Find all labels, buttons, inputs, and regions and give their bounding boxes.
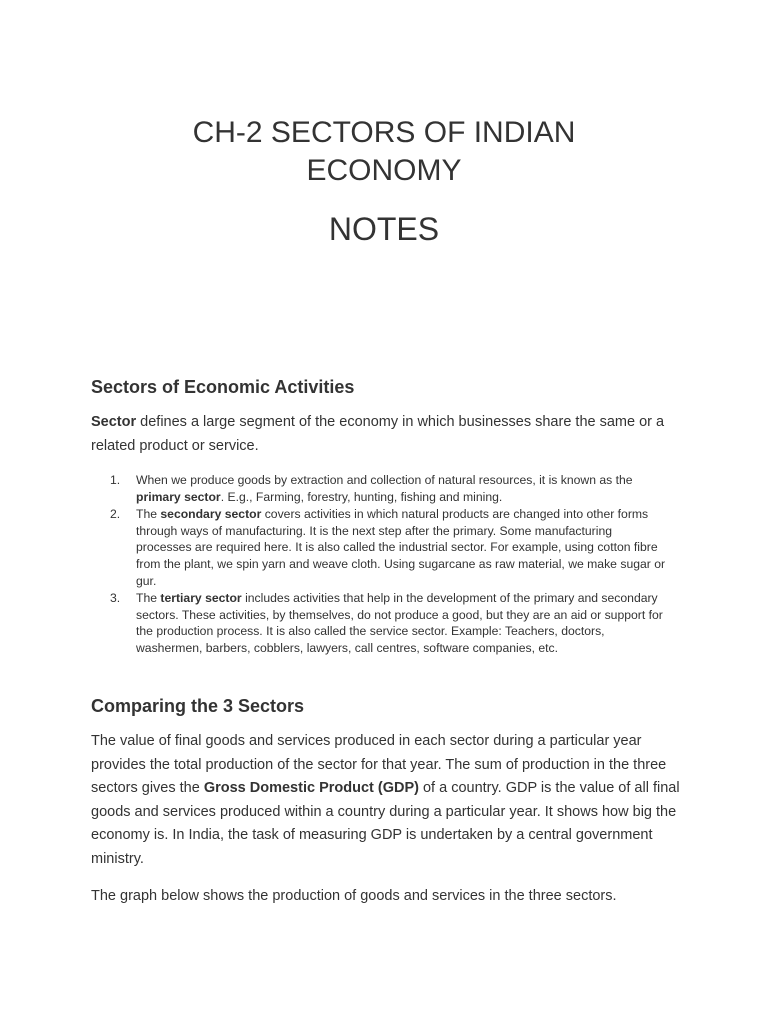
sector-term: Sector (91, 414, 137, 430)
list-number: 1. (110, 473, 121, 487)
list-text: The (136, 507, 161, 522)
title-line-2: ECONOMY (306, 154, 462, 187)
section-heading-sectors: Sectors of Economic Activities (91, 377, 355, 397)
list-text: When we produce goods by extraction and collection of natural resources, it is known as the (136, 473, 633, 487)
sector-definition-paragraph (91, 411, 681, 458)
list-term: primary sector (136, 489, 221, 504)
document-title (0, 114, 768, 190)
list-term: tertiary sector (160, 591, 242, 606)
sector-definition-text: defines a large segment of the economy in which businesses share the same or a related product or service. (91, 414, 665, 454)
gdp-text: of a country. GDP is the value of all final goods and services produced within a country during a particular year. It shows how big the economy is. In India, the task of measuring GDP is undertaken by a central government ministry. (91, 780, 680, 867)
gdp-paragraph (91, 730, 681, 871)
section-heading-comparing: Comparing the 3 Sectors (91, 696, 305, 716)
sectors-list (110, 472, 670, 658)
list-text: includes activities that help in the development of the primary and secondary sectors. These activities, by themselves, do not produce a good, but they are an aid or support for the production process. It is also called the service sector. Example: Teachers, doctors, washermen, barbers, cobblers, lawyers, call centres, software companies, etc. (136, 591, 663, 655)
list-text: The (136, 591, 161, 606)
list-item-secondary (110, 506, 670, 589)
graph-intro-paragraph: The graph below shows the production of goods and services in the three sectors. (91, 888, 617, 904)
list-item-primary (110, 472, 670, 505)
gdp-text: The value of final goods and services produced in each sector during a particular year provides the total production of the sector for that year. The sum of production in the three sectors gives the (91, 733, 667, 796)
list-item-tertiary (110, 590, 670, 656)
gdp-term: Gross Domestic Product (GDP) (203, 780, 419, 796)
list-text: covers activities in which natural products are changed into other forms through ways of manufacturing. It is the next step after the primary. Some manufacturing processes are required here. It is also called the industrial sector. For example, using cotton fibre from the plant, we spin yarn and weave cloth. Using sugarcane as raw material, we make sugar or gur. (136, 507, 666, 588)
title-line-1: CH-2 SECTORS OF INDIAN (192, 116, 576, 149)
list-term: secondary sector (160, 507, 262, 522)
list-number: 3. (110, 591, 121, 606)
list-number: 2. (110, 507, 121, 522)
document-subtitle: NOTES (328, 211, 440, 247)
list-text: . E.g., Farming, forestry, hunting, fishing and mining. (220, 489, 503, 504)
